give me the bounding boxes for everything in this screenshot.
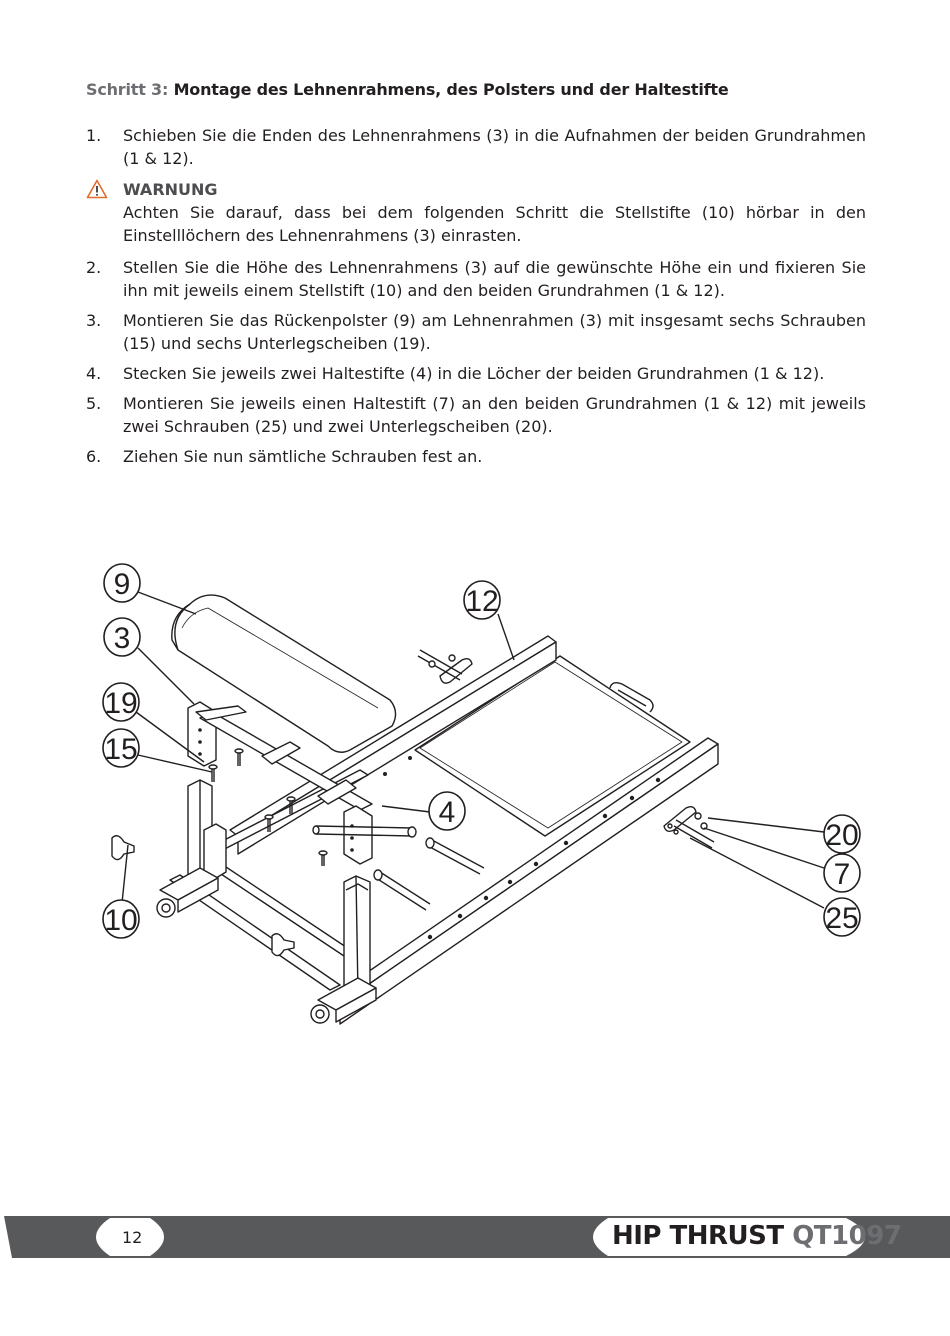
- instruction-item: [86, 392, 866, 438]
- leader-line: [138, 648, 194, 704]
- screw: [319, 851, 327, 866]
- callout-number: 12: [465, 585, 499, 618]
- instruction-number: 6.: [86, 447, 102, 466]
- callout-number: 20: [825, 819, 859, 852]
- instruction-number: 1.: [86, 126, 102, 145]
- holding-pin: [426, 838, 484, 874]
- adjustment-knob: [112, 836, 134, 860]
- step-title: Montage des Lehnenrahmens, des Polsters und der Haltestifte: [173, 80, 729, 99]
- instruction-text: Montieren Sie das Rückenpolster (9) am Lehnenrahmen (3) mit insgesamt sechs Schrauben (15) und sechs Unterlegscheiben (19).: [123, 311, 866, 353]
- callout-number: 9: [113, 568, 131, 601]
- callout-number: 3: [113, 622, 131, 655]
- frame-upright: [204, 824, 226, 878]
- instruction-item: [86, 256, 866, 302]
- instruction-item: [86, 445, 866, 468]
- callout-number: 7: [833, 858, 851, 891]
- leader-line: [704, 828, 824, 868]
- instruction-number: 3.: [86, 311, 102, 330]
- pin-bracket: [418, 650, 472, 683]
- callout-number: 25: [825, 902, 859, 935]
- pin-bracket: [664, 807, 714, 848]
- callout-number: 10: [104, 904, 138, 937]
- warning-triangle-icon: [86, 179, 108, 199]
- wheel: [162, 904, 170, 912]
- leader-line: [690, 838, 824, 908]
- product-title: [612, 1221, 901, 1251]
- warning-box: [86, 178, 866, 247]
- page-number: 12: [122, 1228, 143, 1247]
- instruction-number: 2.: [86, 258, 102, 277]
- assembly-diagram: [0, 550, 950, 1070]
- instruction-item: [86, 124, 866, 170]
- instruction-text: Montieren Sie jeweils einen Haltestift (7) an den beiden Grundrahmen (1 & 12) mit jeweils zwei Schrauben (25) und zwei Unterlegscheiben (20).: [123, 394, 866, 436]
- product-model: QT1097: [792, 1221, 902, 1251]
- screw: [209, 765, 217, 782]
- screw: [235, 749, 243, 766]
- instruction-item: [86, 362, 866, 385]
- leader-line: [708, 818, 824, 832]
- instruction-text: Schieben Sie die Enden des Lehnenrahmens (3) in die Aufnahmen der beiden Grundrahmen (1 & 12).: [123, 126, 866, 168]
- leader-line: [382, 806, 430, 812]
- instruction-list: [86, 124, 866, 475]
- warning-text: Achten Sie darauf, dass bei dem folgenden Schritt die Stellstifte (10) hörbar in den Einstelllöchern des Lehnenrahmens (3) einrasten.: [123, 203, 866, 245]
- callout-number: 19: [104, 687, 138, 720]
- instruction-number: 5.: [86, 394, 102, 413]
- wheel: [316, 1010, 324, 1018]
- instruction-number: 4.: [86, 364, 102, 383]
- leader-line: [498, 614, 514, 660]
- instruction-text: Ziehen Sie nun sämtliche Schrauben fest an.: [123, 447, 483, 466]
- holding-pin: [374, 870, 430, 910]
- instruction-text: Stecken Sie jeweils zwei Haltestifte (4) in die Löcher der beiden Grundrahmen (1 & 12).: [123, 364, 825, 383]
- callout-number: 15: [104, 733, 138, 766]
- callout-number: 4: [438, 796, 456, 829]
- frame-upright: [344, 876, 370, 994]
- warning-title: WARNUNG: [123, 180, 218, 199]
- product-name: HIP THRUST: [612, 1221, 784, 1251]
- leader-line: [138, 592, 196, 614]
- step-label: Schritt 3:: [86, 80, 169, 99]
- instruction-text: Stellen Sie die Höhe des Lehnenrahmens (3) auf die gewünschte Höhe ein und fixieren Sie ihn mit jeweils einem Stellstift (10) and den beiden Grundrahmen (1 & 12).: [123, 258, 866, 300]
- step-heading: [86, 80, 729, 99]
- instruction-item: [86, 309, 866, 355]
